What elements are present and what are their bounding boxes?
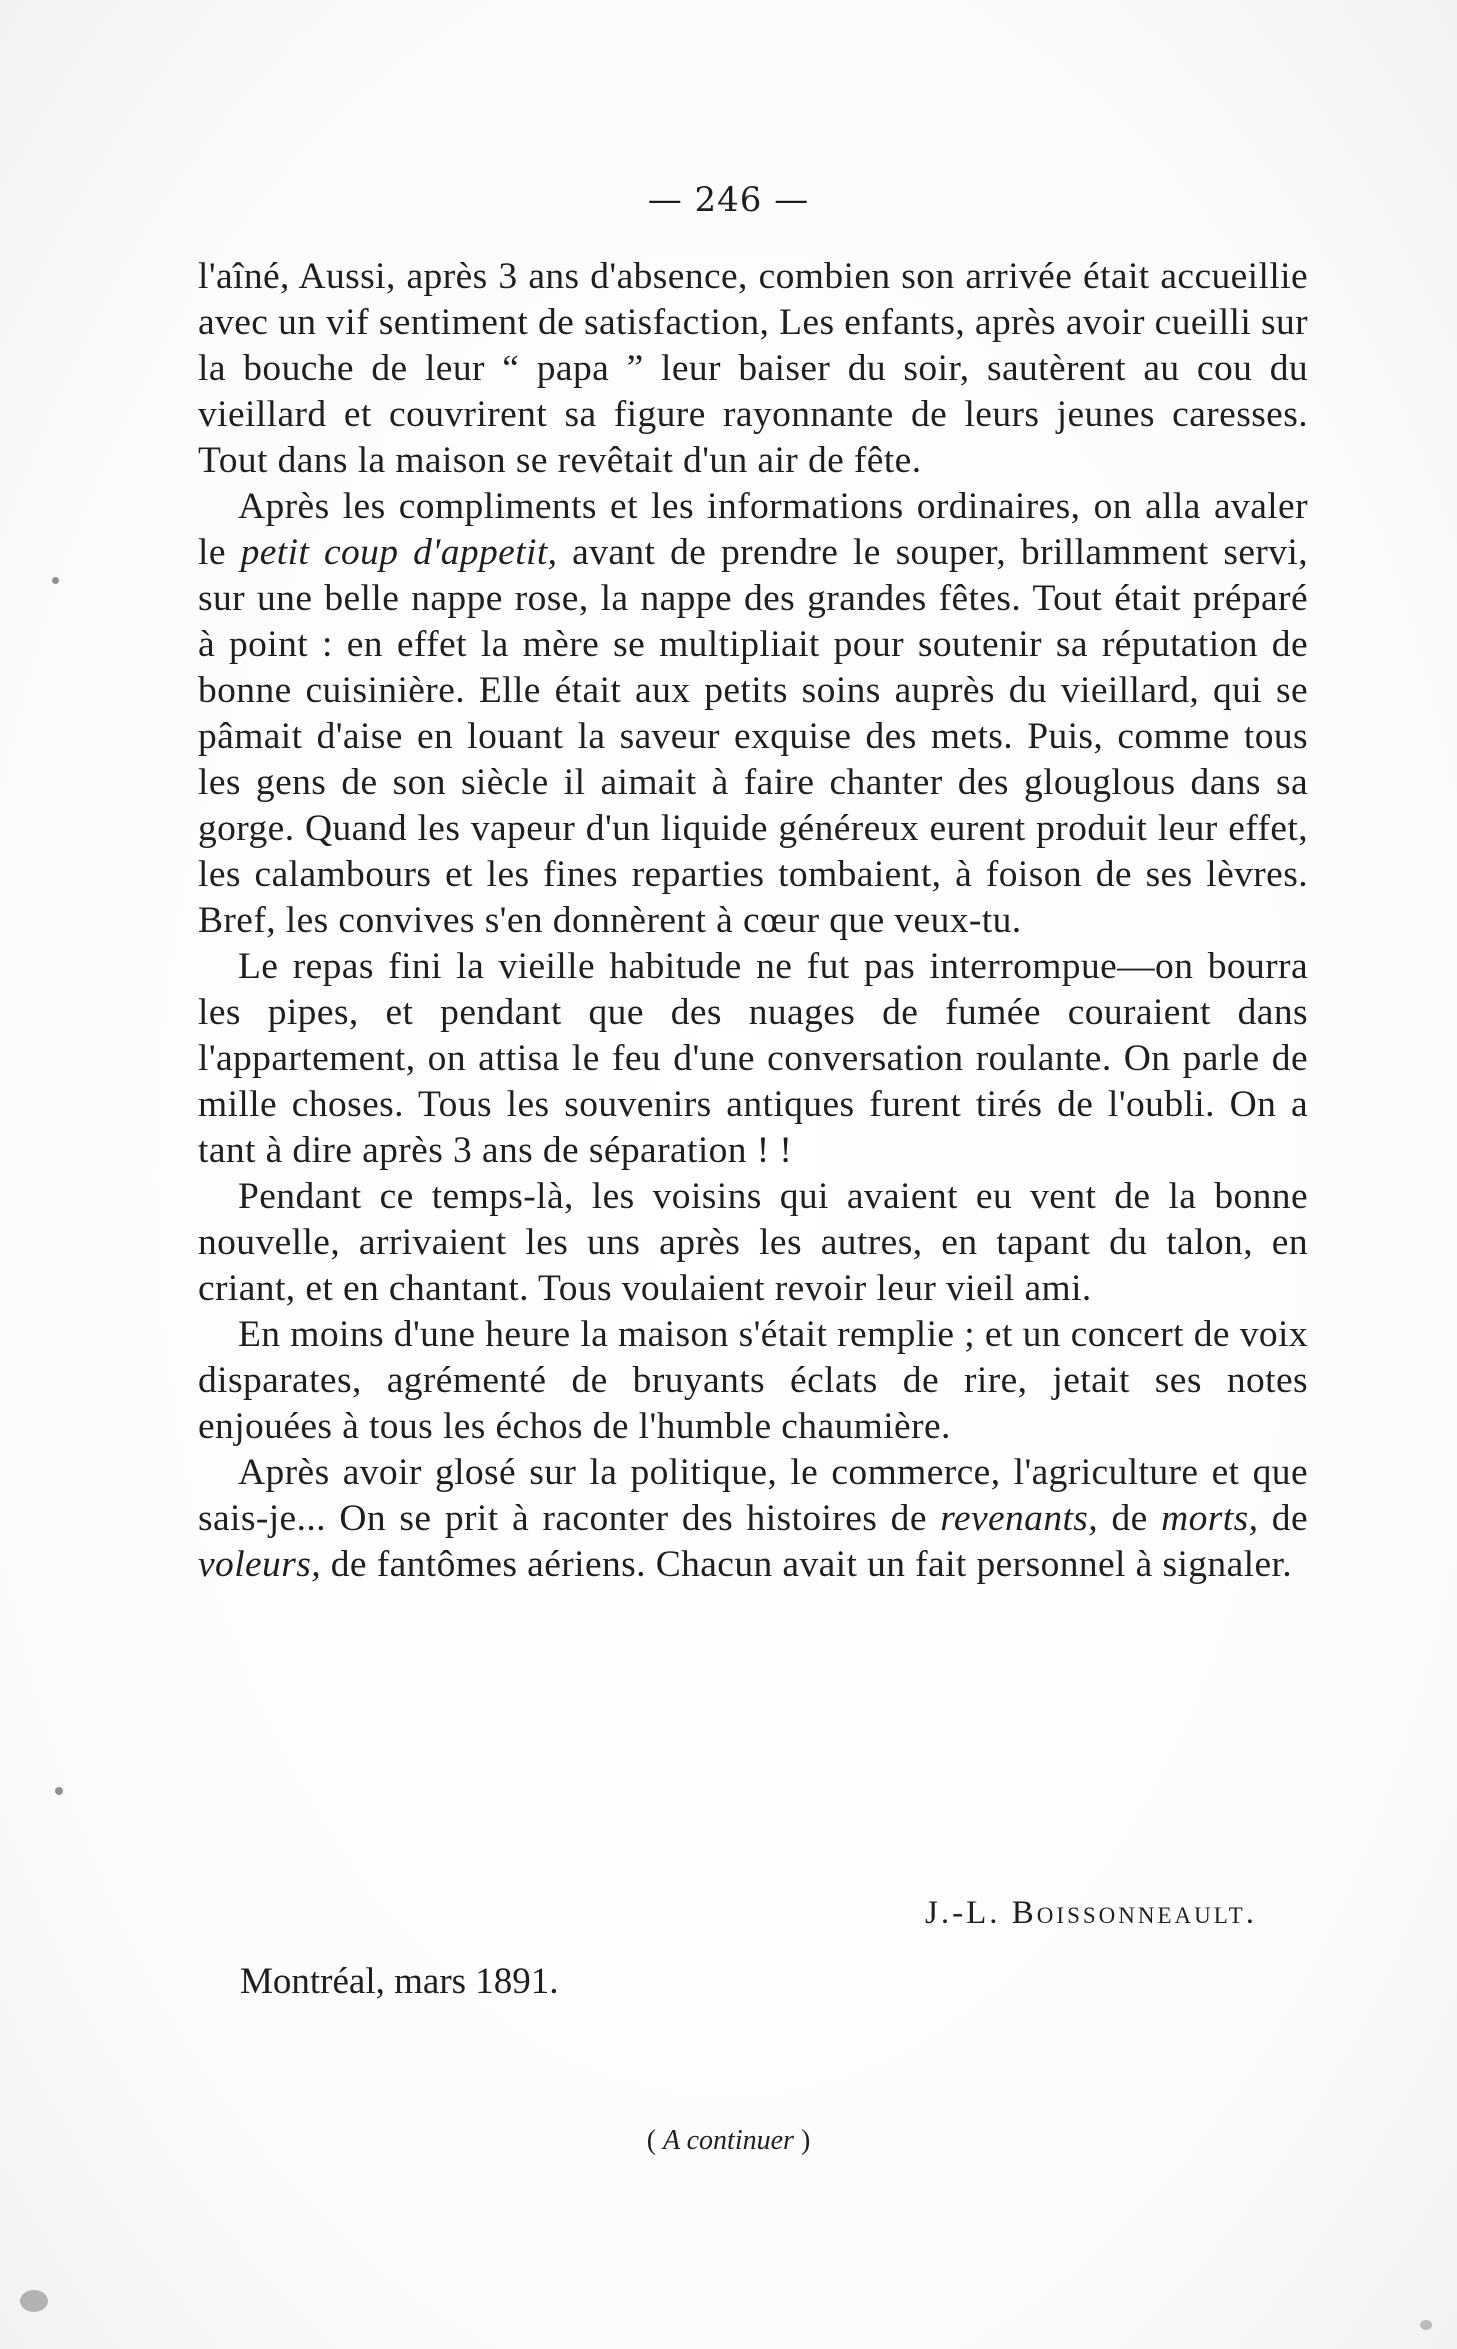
paragraph-6-text-g: de fantômes aériens. Chacun avait un fait personnel à signaler. [320, 1544, 1293, 1585]
continued-close-paren: ) [793, 2125, 811, 2156]
paragraph-4: Pendant ce temps-là, les voisins qui avaient eu vent de la bonne nouvelle, arrivaient les uns après les autres, en tapant du talon, en criant, et en chantant. Tous voulaient revoir leur vieil ami. [198, 1176, 1308, 1309]
paragraph-1: l'aîné, Aussi, après 3 ans d'absence, combien son arrivée était accueillie avec un vif sentiment de satisfaction, Les enfants, après avoir cueilli sur la bouche de leur “ papa ” leur baiser du soir, sautèrent au cou du vieillard et couvrirent sa figure rayonnante de leurs jeunes caresses. Tout dans la maison se revêtait d'un air de fête. [198, 256, 1308, 481]
paragraph-2-text-c: avant de prendre le souper, brillamment servi, sur une belle nappe rose, la nappe des grandes fêtes. Tout était préparé à point : en effet la mère se multipliait pour soutenir sa réputation de bonne cuisinière. Elle était aux petits soins auprès du vieillard, qui se pâmait d'aise en louant la saveur exquise des mets. Puis, comme tous les gens de son siècle il aimait à faire chanter des glouglous dans sa gorge. Quand les vapeur d'un liquide généreux eurent produit leur effet, les calambours et les fines reparties tombaient, à foison de ses lèvres. Bref, les convives s'en donnèrent à cœur que veux-tu. [198, 532, 1308, 941]
paragraph-6-text-a: Après avoir glosé sur la politique, le commerce, l'agriculture et que sais-je... On se prit à raconter des histoires de [198, 1452, 1308, 1539]
paragraph-6 [198, 1450, 1308, 1588]
author-signature: J.-L. Boissonneault. [925, 1895, 1257, 1931]
scan-speckle [1420, 2320, 1432, 2330]
to-be-continued-note [0, 2125, 1457, 2157]
paragraph-3: Le repas fini la vieille habitude ne fut pas interrompue—on bourra les pipes, et pendant que des nuages de fumée couraient dans l'appartement, on attisa le feu d'une conversation roulante. On parle de mille choses. Tous les souvenirs antiques furent tirés de l'oubli. On a tant à dire après 3 ans de séparation ! ! [198, 946, 1308, 1171]
paragraph-6-italic-morts: morts, [1161, 1498, 1259, 1539]
paragraph-6-italic-revenants: revenants, [940, 1498, 1099, 1539]
page-number: — 246 — [647, 180, 810, 220]
paragraph-6-italic-voleurs: voleurs, [198, 1544, 321, 1585]
article-body [198, 254, 1308, 1588]
continued-open-paren: ( [646, 2125, 664, 2156]
scan-speckle [20, 2290, 48, 2312]
paragraph-6-text-e: de [1258, 1498, 1308, 1539]
continued-label: A continuer [663, 2125, 794, 2156]
paragraph-2-text-a: Après les compliments et les informations ordinaires, on alla avaler le [198, 486, 1308, 573]
paragraph-6-text-c: de [1098, 1498, 1162, 1539]
scan-speckle [52, 577, 59, 584]
dateline: Montréal, mars 1891. [240, 1961, 559, 2002]
paragraph-2-italic-phrase: petit coup d'appetit, [240, 532, 558, 573]
paragraph-5: En moins d'une heure la maison s'était remplie ; et un concert de voix disparates, agrémenté de bruyants éclats de rire, jetait ses notes enjouées à tous les échos de l'humble chaumière. [198, 1314, 1308, 1447]
paragraph-2 [198, 484, 1308, 944]
scan-speckle [55, 1787, 63, 1795]
